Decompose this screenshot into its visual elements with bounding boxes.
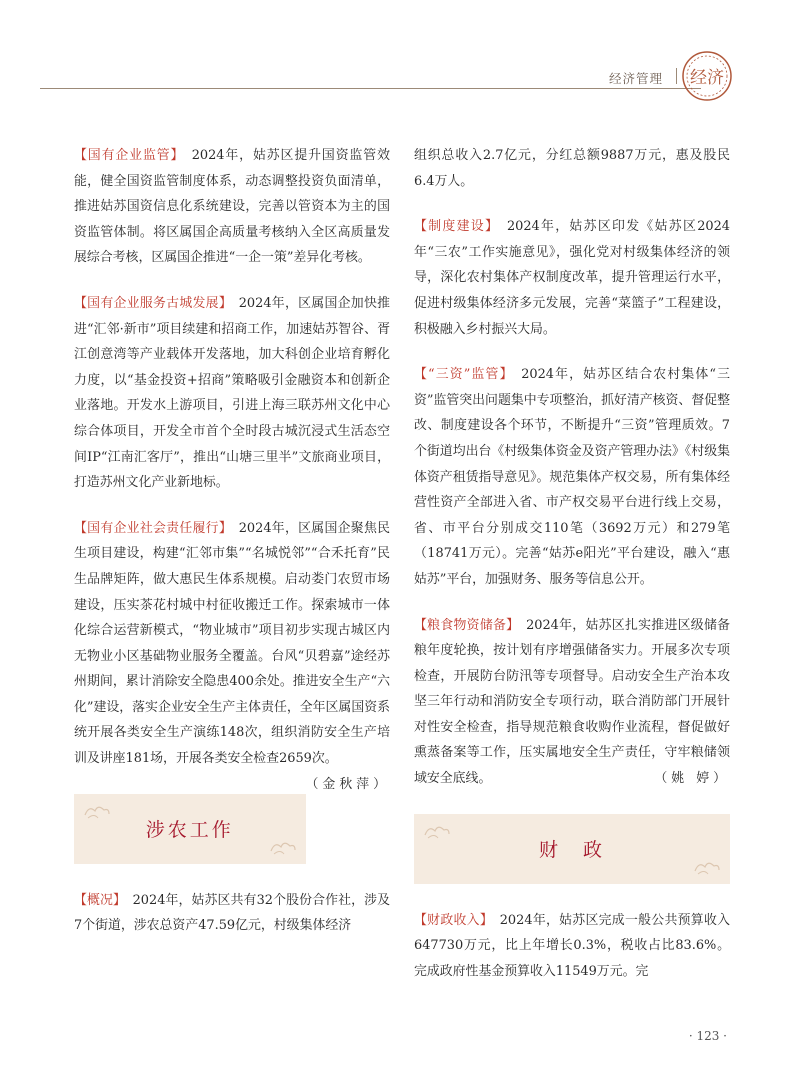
- paragraph-soe-social-responsibility: 【国有企业社会责任履行】 2024年，区属国企聚焦民生项目建设，构建“汇邻市集”“名城悦邻”“合禾托育”民生品牌矩阵，做大惠民生体系规模。启动娄门农贸市场建设，压实茶花村城中村征收搬迁工作。探索城市一体化综合运营新模式，“物业城市”项目初步实现古城区内无物业小区基础物业服务全覆盖。台风“贝碧嘉”途经苏州期间，累计消除安全隐患400余处。推进安全生产“六化”建设，落实企业安全生产主体责任，全年区属国资系统开展各类安全生产演练148次，组织消防安全生产培训及讲座181场，开展各类安全检查2659次。 （金秋萍）: [74, 516, 390, 772]
- author-credit: （金秋萍）: [305, 776, 390, 792]
- cloud-ornament-icon: [692, 856, 722, 878]
- cloud-ornament-icon: [422, 820, 452, 842]
- paragraph-three-assets-supervision: 【“三资”监管】 2024年，姑苏区结合农村集体“三资”监管突出问题集中专项整治，抓好清产核资、督促整改、制度建设各个环节，不断提升“三资”管理质效。7个街道均出台《村级集体资金及资产管理办法》《村级集体资产租赁指导意见》。规范集体产权交易，所有集体经营性资产全部进入省、市产权交易平台进行线上交易，省、市平台分别成交110笔（3692万元）和279笔（18741万元）。完善“姑苏e阳光”平台建设，融入“惠姑苏”平台，加强财务、服务等信息公开。: [414, 367, 730, 587]
- entry-tag: 【国有企业服务古城发展】: [74, 295, 226, 311]
- right-column: [414, 143, 730, 984]
- header-separator: [676, 68, 677, 84]
- entry-tag: 【国有企业社会责任履行】: [74, 520, 226, 536]
- page-number: · 123 ·: [688, 1029, 727, 1043]
- header-rule: [40, 88, 701, 89]
- section-heading-finance: [414, 814, 730, 884]
- section-heading-agriculture: [74, 794, 306, 864]
- header-title: 经济管理: [608, 71, 663, 86]
- cloud-ornament-icon: [268, 836, 298, 858]
- entry-tag: 【概况】: [74, 892, 120, 908]
- cloud-ornament-icon: [82, 800, 112, 822]
- left-column: [74, 143, 390, 939]
- author-credit: （姚 婷）: [654, 771, 730, 787]
- entry-tag: 【“三资”监管】: [414, 367, 508, 383]
- paragraph-institution-building: 【制度建设】 2024年，姑苏区印发《姑苏区2024年“三农”工作实施意见》，强化党对村级集体经济的领导，深化农村集体产权制度改革，提升管理运行水平，促进村级集体经济多元发展，完善“菜篮子”工程建设，积极融入乡村振兴大局。: [414, 219, 730, 337]
- entry-tag: 【国有企业监管】: [74, 148, 178, 163]
- section-title: 涉农工作: [145, 819, 234, 842]
- paragraph-agriculture-overview: 【概况】 2024年，姑苏区共有32个股份合作社，涉及7个街道，涉农总资产47.59亿元，村级集体经济: [74, 892, 391, 934]
- seal-logo-icon: [681, 50, 733, 102]
- entry-tag: 【财政收入】: [414, 912, 487, 928]
- paragraph-continued: 组织总收入2.7亿元，分红总额9887万元，惠及股民6.4万人。: [414, 148, 730, 189]
- entry-tag: 【粮食物资储备】: [414, 617, 513, 633]
- paragraph-fiscal-revenue: 【财政收入】 2024年，姑苏区完成一般公共预算收入647730万元，比上年增长0.3%，税收占比83.6%。完成政府性基金预算收入11549万元。完: [414, 912, 731, 979]
- paragraph-grain-reserves: 【粮食物资储备】 2024年，姑苏区扎实推进区级储备粮年度轮换，按计划有序增强储备实力。开展多次专项检查，开展防台防汛等专项督导。启动安全生产治本攻坚三年行动和消防安全专项行动，联合消防部门开展针对性安全检查，指导规范粮食收购作业流程，督促做好熏蒸备案等工作，压实属地安全生产责任，守牢粮储领域安全底线。 （姚 婷）: [414, 613, 730, 792]
- paragraph-soe-supervision: 【国有企业监管】 2024年，姑苏区提升国资监管效能，健全国资监管制度体系，动态调整投资负面清单，推进姑苏国资信息化系统建设，完善以管资本为主的国资监管体制。将区属国企高质量考核纳入全区高质量发展综合考核，区属国企推进“一企一策”差异化考核。: [74, 148, 390, 266]
- section-title: 财 政: [538, 839, 605, 862]
- entry-tag: 【制度建设】: [414, 219, 493, 235]
- svg-text:经济: 经济: [690, 68, 724, 88]
- paragraph-soe-city-development: 【国有企业服务古城发展】 2024年，区属国企加快推进“汇邻·新市”项目续建和招商工作，加速姑苏智谷、胥江创意湾等产业载体开发落地，加大科创企业培育孵化力度，以“基金投资+招商”策略吸引金融资本和创新企业落地。开发水上游项目，引进上海三联苏州文化中心综合体项目，开发全市首个全时段古城沉浸式生活态空间IP“江南汇客厅”，推出“山塘三里半”文旅商业项目，打造苏州文化产业新地标。: [74, 295, 391, 491]
